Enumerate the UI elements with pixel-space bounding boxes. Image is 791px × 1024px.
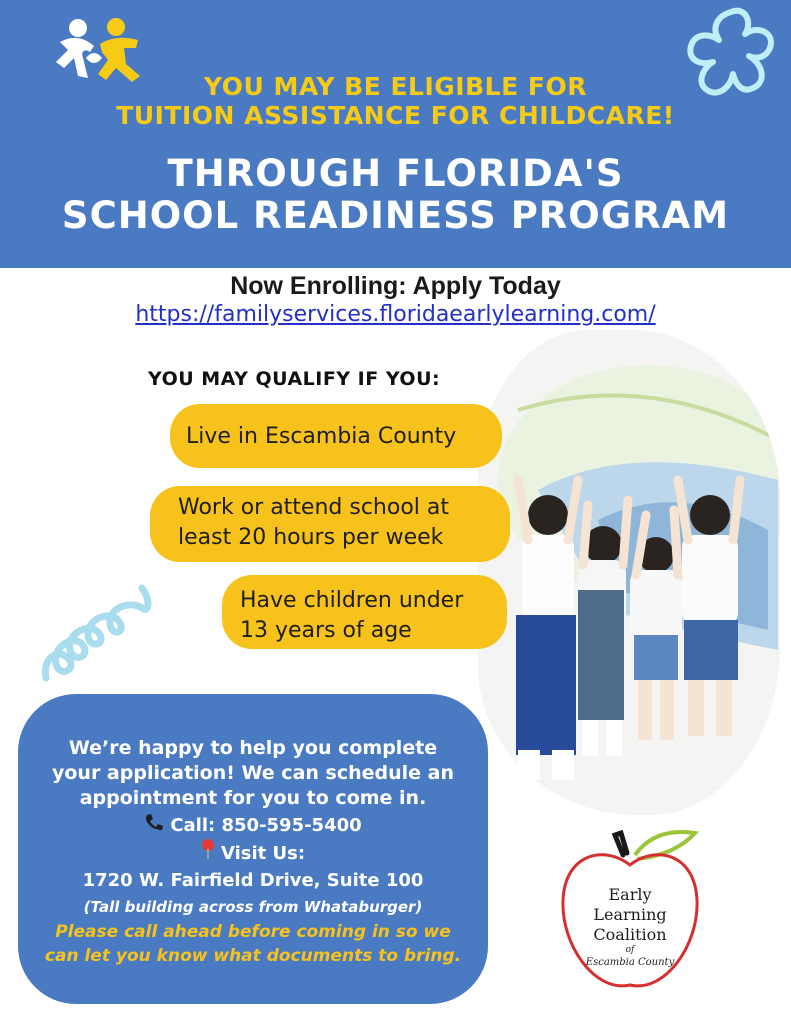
enroll-heading: Now Enrolling: Apply Today — [230, 272, 561, 300]
info-line-3: appointment for you to come in. — [79, 787, 427, 809]
logo-line-3: Coalition — [593, 925, 667, 944]
logo-line-2: Learning — [593, 905, 667, 924]
eligible-headline-1: YOU MAY BE ELIGIBLE FOR — [204, 72, 587, 101]
elc-logo — [555, 825, 705, 1000]
qualify-item-children — [222, 575, 507, 649]
call-line[interactable] — [18, 813, 488, 838]
logo-line-1: Early — [608, 885, 652, 904]
apply-link[interactable]: https://familyservices.floridaearlylearning.com/ — [135, 302, 656, 327]
call-text: Call: 850-595-5400 — [170, 815, 362, 836]
logo-line-5: Escambia County — [585, 957, 675, 968]
visit-text: Visit Us: — [220, 843, 306, 864]
visit-line — [18, 839, 488, 866]
logo-line-4: of — [625, 945, 635, 955]
qualify-item-text: Have children under — [240, 588, 464, 613]
children-painting-photo — [478, 330, 780, 815]
phone-icon — [144, 813, 164, 831]
qualify-item-work — [150, 486, 510, 562]
pin-icon — [201, 839, 215, 859]
qualify-item-text: least 20 hours per week — [178, 525, 444, 550]
qualify-item-text: Live in Escambia County — [186, 424, 457, 449]
info-line-1: We’re happy to help you complete — [68, 737, 438, 759]
qualify-item-county — [170, 404, 502, 468]
qualify-item-text: 13 years of age — [240, 618, 412, 643]
note-line-2: can let you know what documents to bring. — [44, 946, 462, 966]
landmark-line: (Tall building across from Whataburger) — [83, 898, 423, 916]
eligible-headline-2: TUITION ASSISTANCE FOR CHILDCARE! — [116, 101, 675, 130]
program-title-2: SCHOOL READINESS PROGRAM — [61, 194, 730, 237]
note-line-1: Please call ahead before coming in so we — [55, 922, 451, 942]
contact-info-box — [18, 694, 488, 1004]
program-title-1: THROUGH FLORIDA'S — [167, 152, 624, 195]
header-banner — [0, 0, 791, 268]
squiggle-icon — [38, 578, 158, 688]
photo-illustration — [478, 330, 780, 815]
qualify-heading: YOU MAY QUALIFY IF YOU: — [148, 368, 441, 390]
qualify-item-text: Work or attend school at — [178, 495, 450, 520]
address-line: 1720 W. Fairfield Drive, Suite 100 — [82, 870, 424, 891]
info-line-2: your application! We can schedule an — [51, 762, 454, 784]
